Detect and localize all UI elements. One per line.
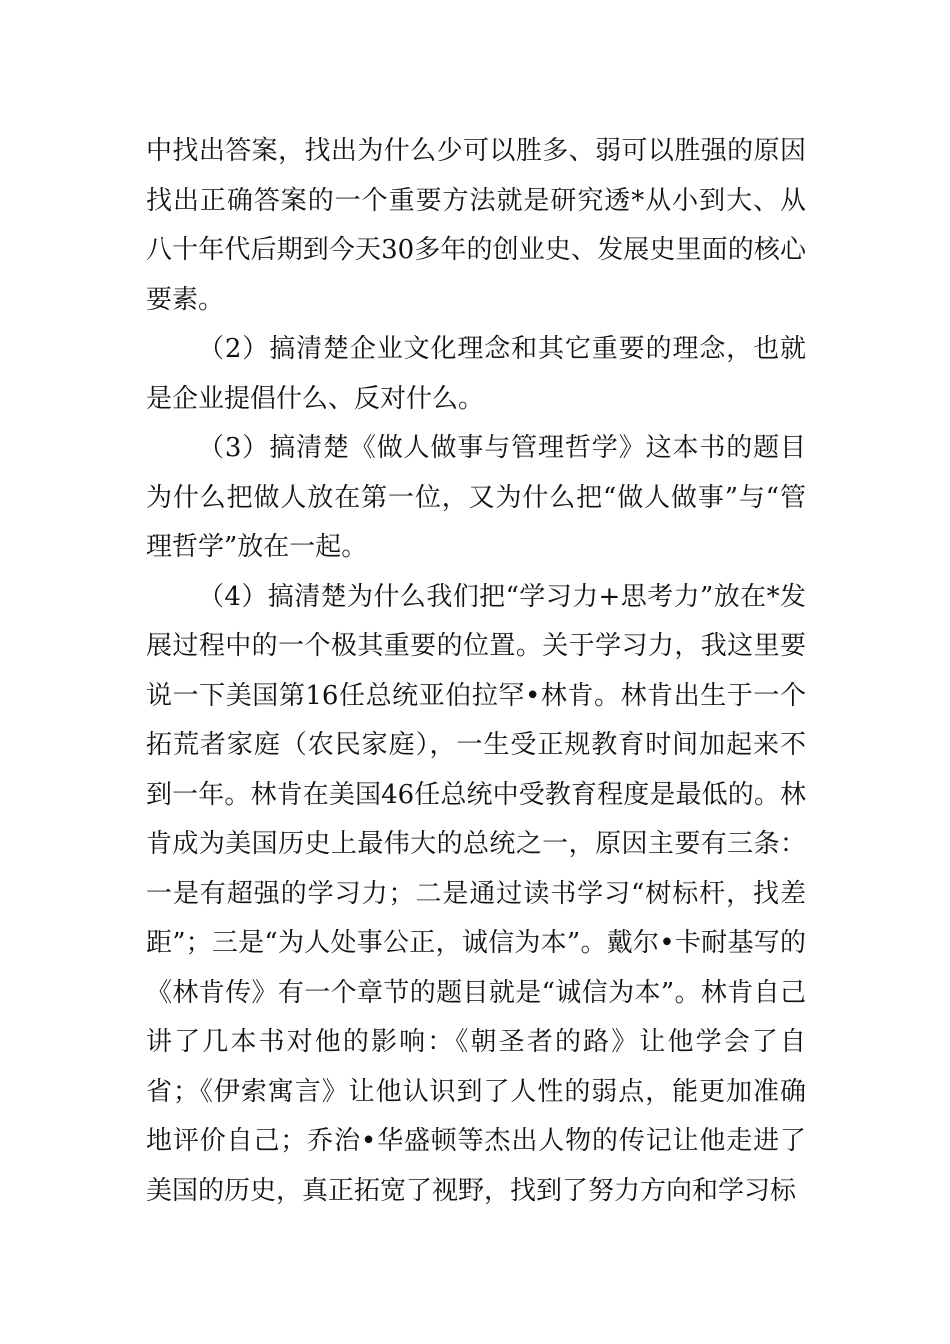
paragraph-item-4: （4）搞清楚为什么我们把“学习力+思考力”放在*发展过程中的一个极其重要的位置。关于学习力，我这里要说一下美国第16任总统亚伯拉罕•林肯。林肯出生于一个拓荒者家庭（农民家庭），一生受正规教育时间加起来不到一年。林肯在美国46任总统中受教育程度是最低的。林肯成为美国历史上最伟大的总统之一，原因主要有三条：一是有超强的学习力；二是通过读书学习“树标杆，找差距”；三是“为人处事公正，诚信为本”。戴尔•卡耐基写的《林肯传》有一个章节的题目就是“诚信为本”。林肯自己讲了几本书对他的影响：《朝圣者的路》让他学会了自省；《伊索寓言》让他认识到了人性的弱点，能更加准确地评价自己；乔治•华盛顿等杰出人物的传记让他走进了美国的历史，真正拓宽了视野，找到了努力方向和学习标 [146, 581, 806, 1206]
paragraph-item-2: （2）搞清楚企业文化理念和其它重要的理念，也就是企业提倡什么、反对什么。 [146, 334, 806, 414]
paragraph-continuation: 中找出答案，找出为什么少可以胜多、弱可以胜强的原因找出正确答案的一个重要方法就是研究透*从小到大、从八十年代后期到今天30多年的创业史、发展史里面的核心要素。 [146, 136, 806, 315]
paragraph-item-3: （3）搞清楚《做人做事与管理哲学》这本书的题目为什么把做人放在第一位，又为什么把“做人做事”与“管理哲学”放在一起。 [146, 433, 806, 562]
document-body [146, 127, 806, 1216]
